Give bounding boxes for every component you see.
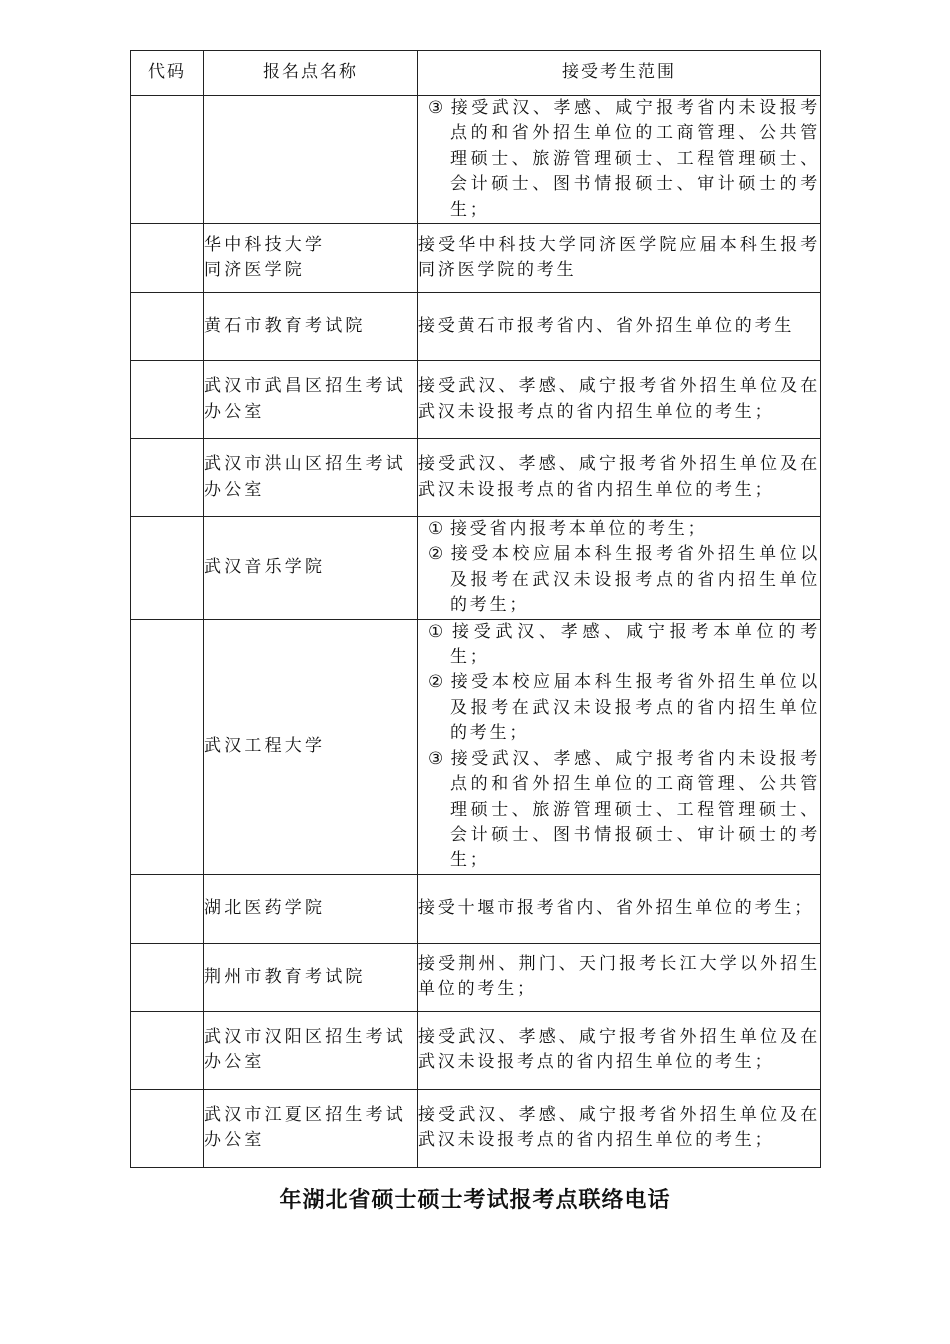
scope-text: 接受武汉、孝感、咸宁报考省外招生单位及在武汉未设报考点的省内招生单位的考生； [418, 1026, 820, 1073]
item-number-marker: ① [428, 621, 444, 642]
site-name-cell [204, 96, 418, 224]
site-name: 武汉音乐学院 [204, 557, 326, 578]
scope-item [428, 747, 820, 874]
scope-cell [418, 361, 821, 439]
header-site-name: 报名点名称 [204, 51, 418, 96]
scope-item [418, 952, 820, 1003]
scope-text: 接受武汉、孝感、咸宁报考本单位的考生； [450, 621, 820, 668]
site-code-cell [131, 517, 204, 620]
site-name-cell [204, 224, 418, 293]
table-row [131, 293, 821, 361]
scope-item [428, 96, 820, 223]
scope-text: 接受黄石市报考省内、省外招生单位的考生 [418, 315, 795, 336]
scope-text: 接受省内报考本单位的考生； [450, 519, 708, 540]
scope-text: 接受武汉、孝感、咸宁报考省外招生单位及在武汉未设报考点的省内招生单位的考生； [418, 1104, 820, 1151]
table-row [131, 361, 821, 439]
table-row [131, 439, 821, 517]
scope-item [418, 452, 820, 503]
site-code-cell [131, 293, 204, 361]
scope-item [418, 1025, 820, 1076]
site-name: 武汉市汉阳区招生考试办公室 [204, 1026, 406, 1073]
scope-text: 接受武汉、孝感、咸宁报考省内未设报考点的和省外招生单位的工商管理、公共管理硕士、旅游管理硕士、工程管理硕士、会计硕士、图书情报硕士、审计硕士的考生； [450, 98, 820, 220]
site-name-cell [204, 361, 418, 439]
site-name: 荆州市教育考试院 [204, 966, 366, 987]
scope-cell [418, 293, 821, 361]
scope-text: 接受武汉、孝感、咸宁报考省外招生单位及在武汉未设报考点的省内招生单位的考生； [418, 454, 820, 500]
scope-item [428, 542, 820, 618]
site-name: 华中科技大学 同济医学院 [204, 234, 326, 281]
table-row [131, 1089, 821, 1167]
site-name-cell [204, 293, 418, 361]
scope-cell [418, 1011, 821, 1089]
header-code: 代码 [131, 51, 204, 96]
site-code-cell [131, 874, 204, 943]
item-number-marker: ② [428, 544, 444, 565]
scope-item [418, 233, 820, 284]
table-row [131, 1011, 821, 1089]
table-row [131, 874, 821, 943]
scope-cell [418, 224, 821, 293]
scope-item [418, 896, 820, 921]
site-name: 武汉市武昌区招生考试办公室 [204, 376, 406, 422]
scope-item [428, 517, 820, 542]
site-name-cell [204, 1089, 418, 1167]
scope-text: 接受十堰市报考省内、省外招生单位的考生； [418, 898, 814, 919]
site-name-cell [204, 874, 418, 943]
scope-text: 接受武汉、孝感、咸宁报考省外招生单位及在武汉未设报考点的省内招生单位的考生； [418, 376, 820, 422]
site-code-cell [131, 224, 204, 293]
scope-cell [418, 439, 821, 517]
scope-text: 接受本校应届本科生报考省外招生单位以及报考在武汉未设报考点的省内招生单位的考生； [450, 672, 820, 744]
table-row [131, 224, 821, 293]
scope-cell [418, 96, 821, 224]
scope-cell [418, 1089, 821, 1167]
site-code-cell [131, 1011, 204, 1089]
site-name: 武汉市洪山区招生考试办公室 [204, 454, 406, 500]
scope-text: 接受武汉、孝感、咸宁报考省内未设报考点的和省外招生单位的工商管理、公共管理硕士、旅游管理硕士、工程管理硕士、会计硕士、图书情报硕士、审计硕士的考生； [450, 748, 820, 871]
table-row [131, 517, 821, 620]
site-code-cell [131, 943, 204, 1011]
header-scope: 接受考生范围 [418, 51, 821, 96]
table-row [131, 619, 821, 874]
scope-item [418, 1103, 820, 1154]
site-name: 黄石市教育考试院 [204, 315, 366, 336]
site-name: 武汉市江夏区招生考试办公室 [204, 1104, 406, 1151]
document-heading: 年湖北省硕士硕士考试报考点联络电话 [279, 1188, 671, 1213]
item-number-marker: ③ [428, 748, 444, 769]
scope-item [418, 314, 820, 339]
scope-cell [418, 874, 821, 943]
registration-sites-table [130, 50, 821, 1168]
scope-cell [418, 517, 821, 620]
site-code-cell [131, 439, 204, 517]
site-name: 武汉工程大学 [204, 735, 326, 756]
scope-text: 接受荆州、荆门、天门报考长江大学以外招生单位的考生； [418, 953, 820, 1000]
table-header-row [131, 51, 821, 96]
scope-item [418, 374, 820, 425]
site-code-cell [131, 361, 204, 439]
site-name-cell [204, 1011, 418, 1089]
scope-text: 接受本校应届本科生报考省外招生单位以及报考在武汉未设报考点的省内招生单位的考生； [450, 544, 820, 616]
table-row [131, 96, 821, 224]
site-name-cell [204, 619, 418, 874]
site-name: 湖北医药学院 [204, 898, 326, 919]
item-number-marker: ① [428, 519, 444, 540]
site-name-cell [204, 439, 418, 517]
item-number-marker: ② [428, 672, 444, 693]
site-name-cell [204, 943, 418, 1011]
site-name-cell [204, 517, 418, 620]
site-code-cell [131, 619, 204, 874]
scope-item [428, 670, 820, 746]
scope-item [428, 620, 820, 671]
site-code-cell [131, 96, 204, 224]
table-row [131, 943, 821, 1011]
item-number-marker: ③ [428, 98, 444, 118]
scope-cell [418, 943, 821, 1011]
scope-cell [418, 619, 821, 874]
scope-text: 接受华中科技大学同济医学院应届本科生报考同济医学院的考生 [418, 234, 820, 281]
site-code-cell [131, 1089, 204, 1167]
